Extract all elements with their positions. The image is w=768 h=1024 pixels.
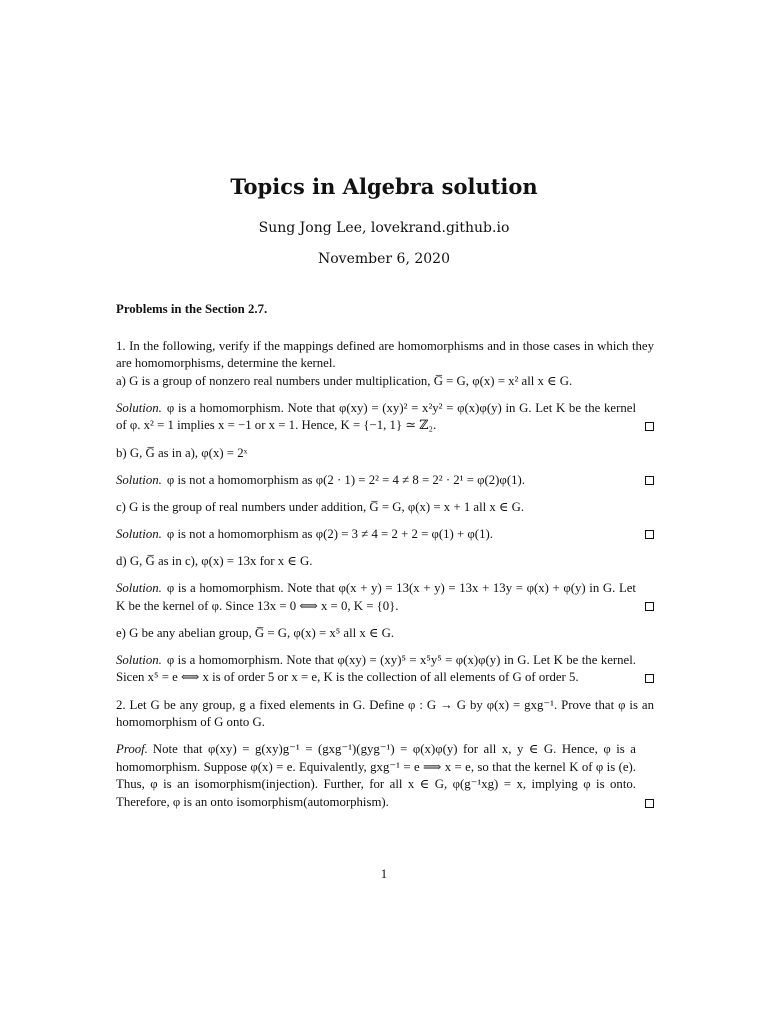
qed-box-icon	[645, 674, 654, 683]
proof-2	[116, 741, 654, 811]
document-body	[116, 301, 654, 821]
solution-1b-text: φ is not a homomorphism as φ(2 · 1) = 2² = 4 ≠ 8 = 2² · 2¹ = φ(2)φ(1).	[166, 472, 525, 487]
solution-1c	[116, 526, 654, 544]
problem-1c-question: c) G is the group of real numbers under addition, G̅ = G, φ(x) = x + 1 all x ∈ G.	[116, 499, 525, 514]
solution-1d	[116, 580, 654, 615]
solution-label: Solution.	[116, 400, 162, 415]
page-number: 1	[380, 867, 388, 881]
problem-1e-question: e) G be any abelian group, G̅ = G, φ(x) = x⁵ all x ∈ G.	[116, 625, 395, 640]
solution-label: Solution.	[116, 526, 162, 541]
qed-box-icon	[645, 602, 654, 611]
solution-1b	[116, 472, 654, 490]
document-author: Sung Jong Lee, lovekrand.github.io	[258, 220, 510, 236]
solution-1e	[116, 652, 654, 687]
problem-1-intro: 1. In the following, verify if the mappings defined are homomorphisms and in those cases in which they are homomorphisms, determine the kernel.	[116, 338, 654, 371]
document-date: November 6, 2020	[318, 251, 450, 267]
qed-box-icon	[645, 799, 654, 808]
problem-1a-question: a) G is a group of nonzero real numbers under multiplication, G̅ = G, φ(x) = x² all x ∈ G.	[116, 373, 573, 388]
proof-2-text: Note that φ(xy) = g(xy)g⁻¹ = (gxg⁻¹)(gyg⁻¹) = φ(x)φ(y) for all x, y ∈ G. Hence, φ is a homomorphism. Suppose φ(x) = e. Equivalently, gxg⁻¹ = e ⟹ x = e, so that the kernel K of φ is (e). Thus, φ is an isomorphism(injection). Further, for all x ∈ G, φ(g⁻¹xg) = x, implying φ is onto. Therefore, φ is an onto isomorphism(automorphism).	[116, 742, 636, 809]
problem-2-statement: 2. Let G be any group, g a fixed elements in G. Define φ : G → G by φ(x) = gxg⁻¹. Prove that φ is an homomorphism of G onto G.	[116, 697, 654, 730]
solution-1c-text: φ is not a homomorphism as φ(2) = 3 ≠ 4 = 2 + 2 = φ(1) + φ(1).	[166, 526, 493, 541]
solution-label: Solution.	[116, 652, 162, 667]
solution-label: Solution.	[116, 581, 162, 596]
qed-box-icon	[645, 530, 654, 539]
problem-1b-question: b) G, G̅ as in a), φ(x) = 2ˣ	[116, 445, 248, 460]
section-heading: Problems in the Section 2.7.	[116, 302, 268, 316]
document-title: Topics in Algebra solution	[230, 174, 538, 199]
solution-1a	[116, 400, 654, 435]
proof-label: Proof.	[116, 742, 148, 757]
solution-1a-text: φ is a homomorphism. Note that φ(xy) = (xy)² = x²y² = φ(x)φ(y) in G. Let K be the kernel of φ. x² = 1 implies x = −1 or x = 1. Hence, K = {−1, 1} ≃ ℤ₂.	[116, 400, 636, 433]
solution-1d-text: φ is a homomorphism. Note that φ(x + y) = 13(x + y) = 13x + 13y = φ(x) + φ(y) in G. Let K be the kernel of φ. Since 13x = 0 ⟺ x = 0, K = {0}.	[116, 581, 636, 613]
problem-1d-question: d) G, G̅ as in c), φ(x) = 13x for x ∈ G.	[116, 553, 313, 568]
problem-1-statement	[116, 338, 654, 391]
solution-label: Solution.	[116, 472, 162, 487]
qed-box-icon	[645, 422, 654, 431]
qed-box-icon	[645, 476, 654, 485]
solution-1e-text: φ is a homomorphism. Note that φ(xy) = (xy)⁵ = x⁵y⁵ = φ(x)φ(y) in G. Let K be the kernel. Sicen x⁵ = e ⟺ x is of order 5 or x = e, K is the collection of all elements of G of order 5.	[116, 652, 636, 685]
